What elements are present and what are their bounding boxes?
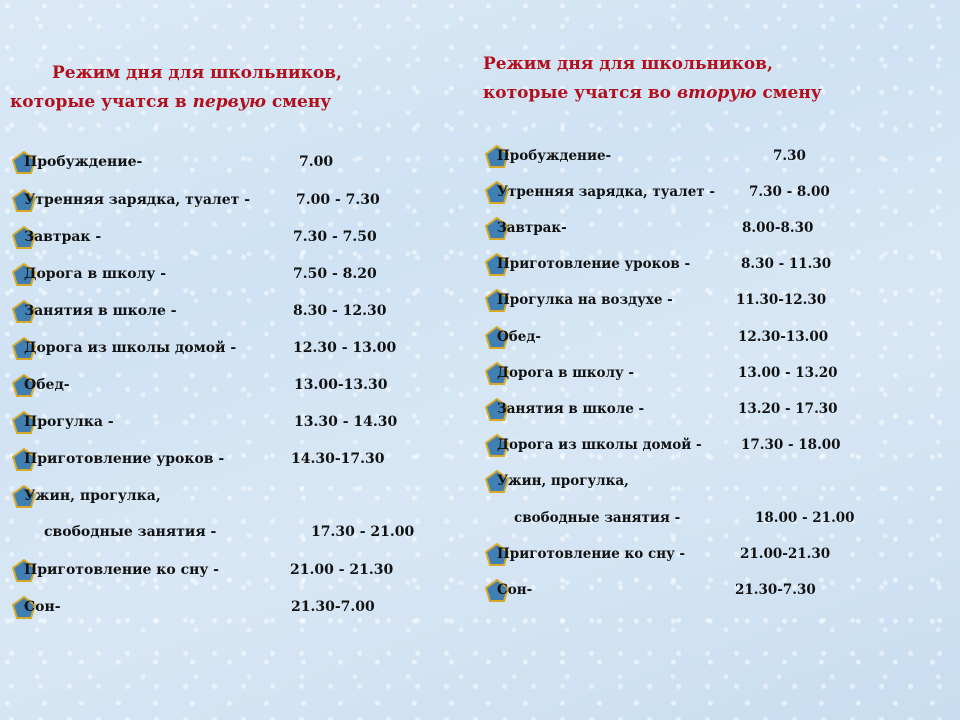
schedule-row <box>470 181 960 205</box>
schedule-time: 12.30-13.00 <box>738 329 829 345</box>
schedule-row <box>470 398 960 422</box>
schedule-row <box>0 448 470 472</box>
schedule-row <box>0 411 470 435</box>
schedule-label: Занятия в школе - <box>497 401 645 417</box>
schedule-row <box>470 289 960 313</box>
schedule-time: 18.00 - 21.00 <box>755 510 855 526</box>
schedule-time: 7.30 <box>773 148 806 164</box>
schedule-row <box>470 253 960 277</box>
schedule-row <box>470 217 960 241</box>
schedule-label: Дорога из школы домой - <box>24 340 237 356</box>
schedule-label: Сон- <box>24 599 61 615</box>
first-shift-title-line1: Режим дня для школьников, <box>52 63 342 83</box>
schedule-row <box>0 485 470 509</box>
schedule-time: 7.30 - 7.50 <box>293 229 377 245</box>
schedule-label: Завтрак- <box>497 220 567 236</box>
schedule-time: 21.30-7.00 <box>291 599 375 615</box>
schedule-time: 8.00-8.30 <box>742 220 814 236</box>
title-text: смену <box>756 83 822 103</box>
schedule-row <box>470 434 960 458</box>
schedule-time: 13.00 - 13.20 <box>738 365 838 381</box>
schedule-row <box>0 226 470 250</box>
schedule-row <box>0 337 470 361</box>
first-shift-title <box>10 59 342 117</box>
schedule-label: Утренняя зарядка, туалет - <box>24 192 251 208</box>
schedule-time: 21.00 - 21.30 <box>290 562 394 578</box>
schedule-label: Сон- <box>497 582 533 598</box>
first-shift-title-line2 <box>10 88 342 117</box>
second-shift-title-line1: Режим дня для школьников, <box>483 54 773 74</box>
second-shift-title <box>483 50 822 108</box>
schedule-row <box>470 362 960 386</box>
title-emphasis: вторую <box>676 83 757 103</box>
schedule-row-continuation <box>0 521 470 545</box>
schedule-row <box>0 263 470 287</box>
second-shift-title-line2 <box>483 79 822 108</box>
schedule-label: Пробуждение- <box>24 154 143 170</box>
schedule-label: Приготовление уроков - <box>497 256 691 272</box>
schedule-label: Приготовление уроков - <box>24 451 225 467</box>
title-text: которые учатся в <box>10 92 193 112</box>
schedule-row <box>0 559 470 583</box>
title-text: которые учатся во <box>483 83 677 103</box>
schedule-label: Ужин, прогулка, <box>497 473 629 489</box>
schedule-time: 13.00-13.30 <box>294 377 388 393</box>
schedule-label: Утренняя зарядка, туалет - <box>497 184 715 200</box>
schedule-row <box>470 145 960 169</box>
schedule-time: 8.30 - 12.30 <box>293 303 387 319</box>
schedule-time: 17.30 - 21.00 <box>311 524 415 540</box>
schedule-label: Пробуждение- <box>497 148 612 164</box>
schedule-label: Обед- <box>497 329 541 345</box>
schedule-time: 8.30 - 11.30 <box>741 256 832 272</box>
title-text: смену <box>266 92 332 112</box>
schedule-row <box>470 470 960 494</box>
schedule-row <box>0 596 470 620</box>
schedule-label: Приготовление ко сну - <box>497 546 686 562</box>
schedule-time: 7.50 - 8.20 <box>293 266 377 282</box>
schedule-row <box>470 326 960 350</box>
schedule-label: свободные занятия - <box>44 524 217 540</box>
schedule-time: 7.00 <box>299 154 334 170</box>
schedule-row-continuation <box>470 507 960 531</box>
schedule-label: Приготовление ко сну - <box>24 562 219 578</box>
schedule-label: Ужин, прогулка, <box>24 488 161 504</box>
schedule-row <box>470 579 960 603</box>
schedule-time: 7.00 - 7.30 <box>296 192 380 208</box>
schedule-label: Прогулка на воздухе - <box>497 292 673 308</box>
schedule-row <box>0 189 470 213</box>
schedule-time: 21.00-21.30 <box>740 546 831 562</box>
schedule-label: Обед- <box>24 377 70 393</box>
schedule-time: 13.20 - 17.30 <box>738 401 838 417</box>
schedule-time: 14.30-17.30 <box>291 451 385 467</box>
schedule-time: 11.30-12.30 <box>736 292 827 308</box>
schedule-row <box>0 300 470 324</box>
schedule-row <box>0 151 470 175</box>
schedule-label: Дорога в школу - <box>24 266 167 282</box>
schedule-time: 17.30 - 18.00 <box>741 437 841 453</box>
schedule-time: 12.30 - 13.00 <box>293 340 397 356</box>
schedule-label: Прогулка - <box>24 414 114 430</box>
schedule-row <box>470 543 960 567</box>
schedule-label: Завтрак - <box>24 229 102 245</box>
schedule-time: 13.30 - 14.30 <box>294 414 398 430</box>
schedule-label: Дорога в школу - <box>497 365 634 381</box>
schedule-time: 21.30-7.30 <box>735 582 816 598</box>
schedule-label: Дорога из школы домой - <box>497 437 702 453</box>
schedule-row <box>0 374 470 398</box>
schedule-label: Занятия в школе - <box>24 303 177 319</box>
schedule-label: свободные занятия - <box>514 510 681 526</box>
schedule-time: 7.30 - 8.00 <box>749 184 830 200</box>
title-emphasis: первую <box>192 92 267 112</box>
